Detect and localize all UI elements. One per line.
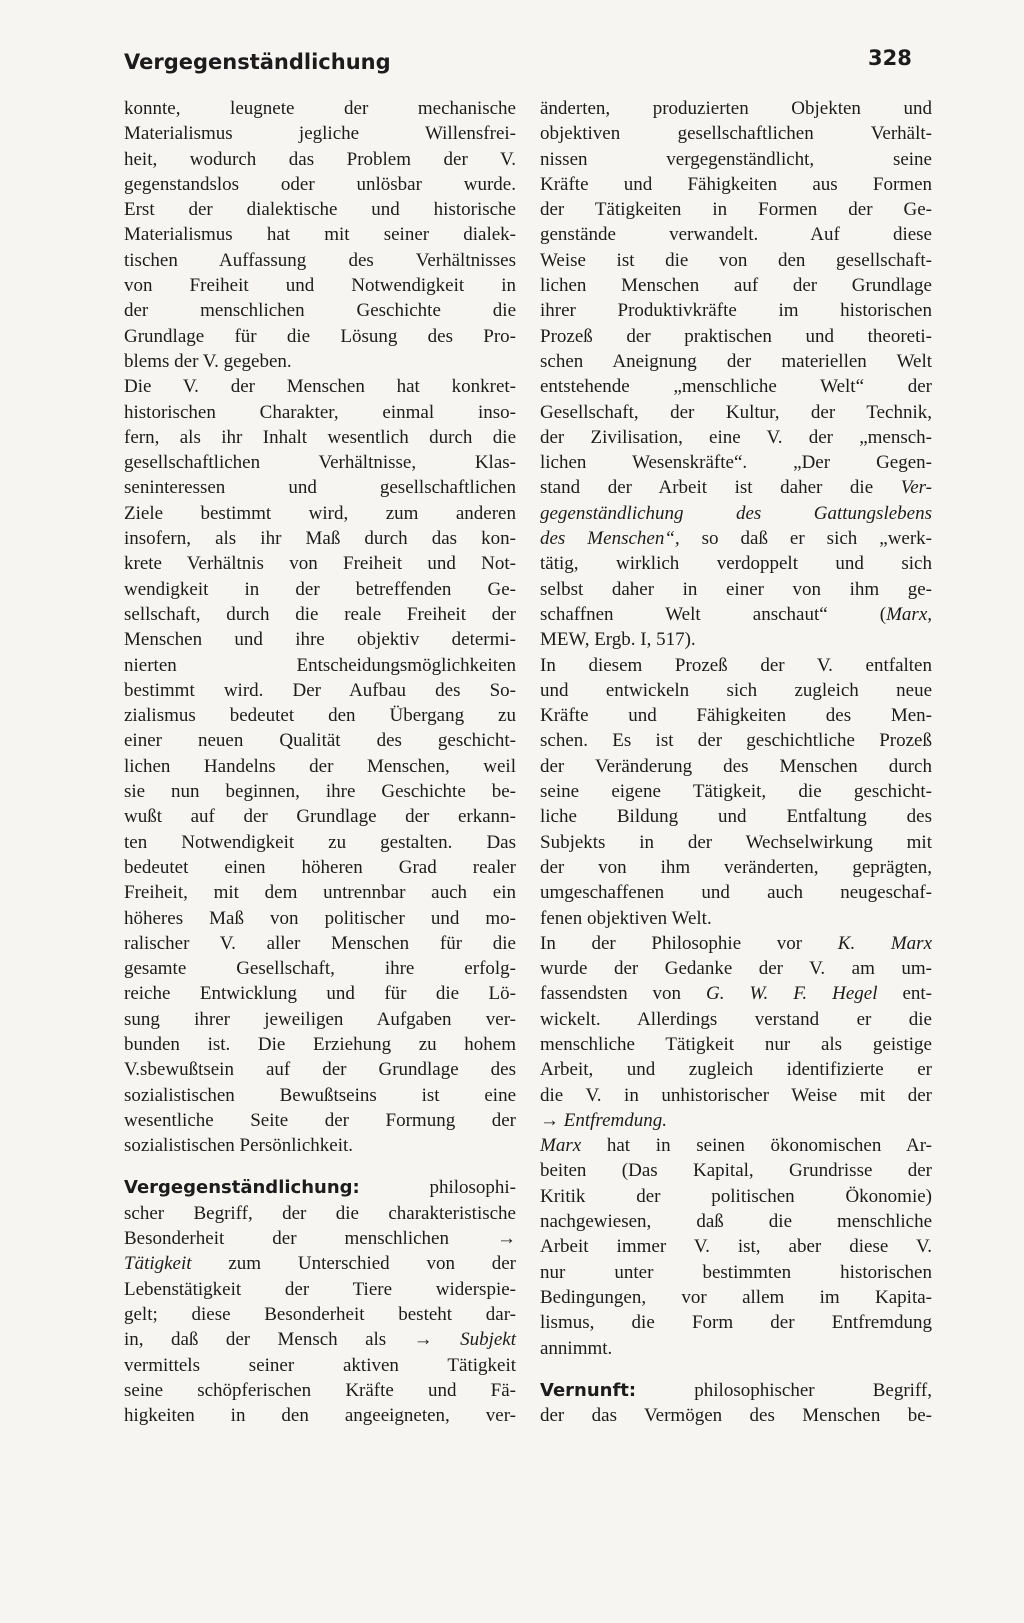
line-text: wurde der Gedanke der V. am um- bbox=[540, 958, 932, 980]
italic-text: Marx, bbox=[886, 603, 932, 625]
italic-text: Entfremdung. bbox=[563, 1109, 668, 1131]
text-line bbox=[540, 830, 932, 855]
text-line bbox=[540, 425, 932, 450]
line-text: Gesellschaft, der Kultur, der Technik, bbox=[540, 401, 932, 423]
text-line bbox=[124, 855, 516, 880]
line-text: lichen Wesenskräfte“. „Der Gegen- bbox=[540, 452, 932, 474]
text-line bbox=[540, 1234, 932, 1259]
text-line bbox=[540, 653, 932, 678]
text-line bbox=[124, 627, 516, 652]
line-text: vermittels seiner aktiven Tätigkeit bbox=[124, 1354, 516, 1376]
text-line bbox=[124, 1251, 516, 1276]
line-text: menschliche Tätigkeit nur als geistige bbox=[540, 1033, 932, 1055]
line-text: ten Notwendigkeit zu gestalten. Das bbox=[124, 831, 516, 853]
paragraph-gap bbox=[540, 1361, 932, 1378]
line-text: ihrer Produktivkräfte im historischen bbox=[540, 300, 932, 322]
text-line bbox=[540, 1310, 932, 1335]
line-text: ent- bbox=[877, 983, 932, 1005]
text-line bbox=[124, 96, 516, 121]
line-text: hat in seinen ökonomischen Ar- bbox=[581, 1135, 932, 1157]
line-text: nur unter bestimmten historischen bbox=[540, 1261, 932, 1283]
line-text: Kräfte und Fähigkeiten aus Formen bbox=[540, 173, 932, 195]
text-line bbox=[124, 830, 516, 855]
text-line bbox=[540, 678, 932, 703]
text-line bbox=[540, 602, 932, 627]
line-text: der Zivilisation, eine V. der „mensch- bbox=[540, 426, 932, 448]
text-line bbox=[124, 1083, 516, 1108]
text-line bbox=[540, 96, 932, 121]
line-text: krete Verhältnis von Freiheit und Not- bbox=[124, 553, 516, 575]
text-line bbox=[540, 147, 932, 172]
italic-text: G. W. F. Hegel bbox=[706, 983, 878, 1005]
line-text: schen. Es ist der geschichtliche Prozeß bbox=[540, 730, 932, 752]
line-text: historischen Charakter, einmal inso- bbox=[124, 401, 516, 423]
line-text: Arbeit, und zugleich identifizierte er bbox=[540, 1059, 932, 1081]
line-text: Grundlage für die Lösung des Pro- bbox=[124, 325, 516, 347]
line-text: wußt auf der Grundlage der erkann- bbox=[124, 806, 516, 828]
line-text: seine schöpferischen Kräfte und Fä- bbox=[124, 1379, 516, 1401]
text-line bbox=[540, 1133, 932, 1158]
text-line bbox=[540, 577, 932, 602]
text-line bbox=[124, 1277, 516, 1302]
line-text: Subjekts in der Wechselwirkung mit bbox=[540, 831, 932, 853]
text-line bbox=[540, 754, 932, 779]
line-text: bunden ist. Die Erziehung zu hohem bbox=[124, 1033, 516, 1055]
italic-text: Marx bbox=[540, 1135, 582, 1157]
line-text: wendigkeit in der betreffenden Ge- bbox=[124, 578, 516, 600]
entry-headword: Vergegenständlichung: bbox=[124, 1177, 360, 1199]
italic-text: K. Marx bbox=[837, 932, 932, 954]
text-line bbox=[540, 450, 932, 475]
text-line bbox=[124, 754, 516, 779]
text-line bbox=[540, 1260, 932, 1285]
text-line bbox=[124, 804, 516, 829]
line-text: der menschlichen Geschichte die bbox=[124, 300, 516, 322]
text-line bbox=[540, 551, 932, 576]
text-line bbox=[124, 248, 516, 273]
text-line bbox=[540, 779, 932, 804]
text-line bbox=[540, 728, 932, 753]
text-line bbox=[540, 273, 932, 298]
line-text: In diesem Prozeß der V. entfalten bbox=[540, 654, 932, 676]
line-text: gesellschaftlichen Verhältnisse, Klas- bbox=[124, 452, 516, 474]
text-line bbox=[124, 653, 516, 678]
line-text: Kritik der politischen Ökonomie) bbox=[540, 1185, 932, 1207]
line-text: sie nun beginnen, ihre Geschichte be- bbox=[124, 781, 516, 803]
text-line bbox=[124, 703, 516, 728]
line-text: Prozeß der praktischen und theoreti- bbox=[540, 325, 932, 347]
line-text: Kräfte und Fähigkeiten des Men- bbox=[540, 705, 932, 727]
text-line bbox=[124, 1007, 516, 1032]
line-text: MEW, Ergb. I, 517). bbox=[540, 629, 696, 651]
text-line bbox=[540, 1403, 932, 1428]
line-text: → bbox=[540, 1109, 564, 1131]
text-line bbox=[124, 298, 516, 323]
line-text: sozialistischen Bewußtseins ist eine bbox=[124, 1084, 516, 1106]
text-line bbox=[124, 1302, 516, 1327]
line-text: sung ihrer jeweiligen Aufgaben ver- bbox=[124, 1008, 516, 1030]
text-line bbox=[124, 1108, 516, 1133]
line-text: einer neuen Qualität des geschicht- bbox=[124, 730, 516, 752]
text-line bbox=[540, 627, 932, 652]
line-text: von Freiheit und Notwendigkeit in bbox=[124, 275, 516, 297]
line-text: die V. in unhistorischer Weise mit der bbox=[540, 1084, 932, 1106]
line-text: schaffnen Welt anschaut“ ( bbox=[540, 603, 887, 625]
text-line bbox=[124, 1226, 516, 1251]
text-line bbox=[124, 728, 516, 753]
text-line bbox=[540, 374, 932, 399]
line-text: zum Unterschied von der bbox=[191, 1253, 516, 1275]
line-text: annimmt. bbox=[540, 1337, 613, 1359]
text-line bbox=[124, 121, 516, 146]
line-text: selbst daher in einer von ihm ge- bbox=[540, 578, 932, 600]
line-text: gegenstandslos oder unlösbar wurde. bbox=[124, 173, 516, 195]
line-text: in, daß der Mensch als → bbox=[124, 1329, 461, 1351]
text-line bbox=[540, 804, 932, 829]
line-text: nissen vergegenständlicht, seine bbox=[540, 148, 932, 170]
line-text: reiche Entwicklung und für die Lö- bbox=[124, 983, 516, 1005]
line-text: tätig, wirklich verdoppelt und sich bbox=[540, 553, 932, 575]
line-text: genstände verwandelt. Auf diese bbox=[540, 224, 932, 246]
line-text: bestimmt wird. Der Aufbau des So- bbox=[124, 679, 516, 701]
line-text: zialismus bedeutet den Übergang zu bbox=[124, 705, 516, 727]
running-head: Vergegenständlichung bbox=[124, 50, 391, 74]
text-line bbox=[124, 906, 516, 931]
text-line bbox=[540, 121, 932, 146]
line-text: ralischer V. aller Menschen für die bbox=[124, 932, 516, 954]
line-text: tischen Auffassung des Verhältnisses bbox=[124, 249, 516, 271]
line-text: gelt; diese Besonderheit besteht dar- bbox=[124, 1303, 516, 1325]
line-text: Die V. der Menschen hat konkret- bbox=[124, 376, 516, 398]
text-line bbox=[540, 1032, 932, 1057]
line-text: der Veränderung des Menschen durch bbox=[540, 755, 932, 777]
italic-text: des Menschen“, bbox=[540, 528, 680, 550]
text-line bbox=[124, 1057, 516, 1082]
line-text: gesamte Gesellschaft, ihre erfolg- bbox=[124, 958, 516, 980]
entry-headword: Vernunft: bbox=[540, 1379, 637, 1401]
text-line bbox=[124, 172, 516, 197]
text-line bbox=[540, 931, 932, 956]
text-line bbox=[124, 551, 516, 576]
line-text: nachgewiesen, daß die menschliche bbox=[540, 1211, 932, 1233]
text-line bbox=[124, 450, 516, 475]
italic-text: Subjekt bbox=[460, 1329, 516, 1351]
text-line bbox=[124, 678, 516, 703]
text-line bbox=[540, 855, 932, 880]
line-text: stand der Arbeit ist daher die bbox=[540, 477, 901, 499]
text-line bbox=[540, 1057, 932, 1082]
line-text: der von ihm veränderten, geprägten, bbox=[540, 856, 932, 878]
line-text: der Tätigkeiten in Formen der Ge- bbox=[540, 199, 932, 221]
text-line bbox=[124, 147, 516, 172]
text-line bbox=[124, 956, 516, 981]
text-line bbox=[540, 956, 932, 981]
text-line bbox=[540, 1336, 932, 1361]
text-line bbox=[540, 1007, 932, 1032]
right-column bbox=[540, 96, 932, 1428]
line-text: philosophischer Begriff, bbox=[636, 1379, 932, 1401]
text-line bbox=[540, 1158, 932, 1183]
line-text: seine eigene Tätigkeit, die geschicht- bbox=[540, 781, 932, 803]
text-line bbox=[540, 222, 932, 247]
text-line bbox=[124, 324, 516, 349]
line-text: Besonderheit der menschlichen → bbox=[124, 1228, 516, 1250]
line-text: lichen Menschen auf der Grundlage bbox=[540, 275, 932, 297]
line-text: und entwickeln sich zugleich neue bbox=[540, 679, 932, 701]
text-line bbox=[124, 1175, 516, 1200]
text-line bbox=[540, 298, 932, 323]
text-line bbox=[540, 1285, 932, 1310]
text-line bbox=[540, 1184, 932, 1209]
line-text: Menschen und ihre objektiv determi- bbox=[124, 629, 516, 651]
text-line bbox=[540, 400, 932, 425]
text-line bbox=[124, 1032, 516, 1057]
line-text: heit, wodurch das Problem der V. bbox=[124, 148, 516, 170]
line-text: seninteressen und gesellschaftlichen bbox=[124, 477, 516, 499]
line-text: lichen Handelns der Menschen, weil bbox=[124, 755, 516, 777]
line-text: Freiheit, mit dem untrennbar auch ein bbox=[124, 882, 516, 904]
text-line bbox=[124, 425, 516, 450]
page-number: 328 bbox=[868, 46, 912, 70]
text-line bbox=[124, 526, 516, 551]
text-line bbox=[124, 1353, 516, 1378]
text-line bbox=[124, 981, 516, 1006]
text-line bbox=[540, 349, 932, 374]
line-text: Lebenstätigkeit der Tiere widerspie- bbox=[124, 1278, 516, 1300]
text-line bbox=[540, 1108, 932, 1133]
italic-text: Ver- bbox=[900, 477, 932, 499]
line-text: Arbeit immer V. ist, aber diese V. bbox=[540, 1236, 932, 1258]
line-text: der das Vermögen des Menschen be- bbox=[540, 1405, 932, 1427]
line-text: liche Bildung und Entfaltung des bbox=[540, 806, 932, 828]
line-text: so daß er sich „werk- bbox=[679, 528, 933, 550]
text-line bbox=[124, 222, 516, 247]
line-text: wickelt. Allerdings verstand er die bbox=[540, 1008, 932, 1030]
line-text: wesentliche Seite der Formung der bbox=[124, 1109, 516, 1131]
line-text: Weise ist die von den gesellschaft- bbox=[540, 249, 932, 271]
text-line bbox=[540, 248, 932, 273]
text-line bbox=[540, 880, 932, 905]
text-line bbox=[540, 172, 932, 197]
line-text: bedeutet einen höheren Grad realer bbox=[124, 856, 516, 878]
line-text: Erst der dialektische und historische bbox=[124, 199, 516, 221]
line-text: konnte, leugnete der mechanische bbox=[124, 98, 516, 119]
line-text: Bedingungen, vor allem im Kapita- bbox=[540, 1286, 932, 1308]
line-text: Materialismus jegliche Willensfrei- bbox=[124, 123, 516, 145]
text-line bbox=[540, 1378, 932, 1403]
line-text: fassendsten von bbox=[540, 983, 707, 1005]
text-line bbox=[124, 602, 516, 627]
text-line bbox=[540, 1083, 932, 1108]
line-text: umgeschaffenen und auch neugeschaf- bbox=[540, 882, 932, 904]
paragraph-gap bbox=[124, 1158, 516, 1175]
text-line bbox=[540, 1209, 932, 1234]
line-text: Materialismus hat mit seiner dialek- bbox=[124, 224, 516, 246]
line-text: änderten, produzierten Objekten und bbox=[540, 98, 932, 119]
line-text: fern, als ihr Inhalt wesentlich durch die bbox=[124, 426, 516, 448]
text-line bbox=[124, 1133, 516, 1158]
line-text: insofern, als ihr Maß durch das kon- bbox=[124, 528, 516, 550]
text-line bbox=[540, 324, 932, 349]
text-line bbox=[124, 501, 516, 526]
line-text: sellschaft, durch die reale Freiheit der bbox=[124, 603, 516, 625]
line-text: higkeiten in den angeeigneten, ver- bbox=[124, 1405, 516, 1427]
text-line bbox=[540, 197, 932, 222]
line-text: scher Begriff, der die charakteristische bbox=[124, 1202, 516, 1224]
text-line bbox=[124, 1201, 516, 1226]
text-line bbox=[540, 475, 932, 500]
italic-text: Tätigkeit bbox=[124, 1253, 192, 1275]
line-text: höheres Maß von politischer und mo- bbox=[124, 907, 516, 929]
line-text: V.sbewußtsein auf der Grundlage des bbox=[124, 1059, 516, 1081]
text-line bbox=[124, 197, 516, 222]
line-text: objektiven gesellschaftlichen Verhält- bbox=[540, 123, 932, 145]
text-line bbox=[124, 349, 516, 374]
line-text: schen Aneignung der materiellen Welt bbox=[540, 350, 932, 372]
line-text: philosophi- bbox=[359, 1177, 516, 1199]
line-text: beiten (Das Kapital, Grundrisse der bbox=[540, 1160, 932, 1182]
italic-text: gegenständlichung des Gattungslebens bbox=[540, 502, 932, 524]
text-line bbox=[124, 1327, 516, 1352]
text-line bbox=[124, 273, 516, 298]
text-line bbox=[540, 703, 932, 728]
text-line bbox=[124, 779, 516, 804]
text-line bbox=[124, 1403, 516, 1428]
text-line bbox=[540, 501, 932, 526]
line-text: Ziele bestimmt wird, zum anderen bbox=[124, 502, 516, 524]
line-text: blems der V. gegeben. bbox=[124, 350, 292, 372]
line-text: entstehende „menschliche Welt“ der bbox=[540, 376, 932, 398]
text-line bbox=[540, 981, 932, 1006]
text-line bbox=[124, 931, 516, 956]
text-line bbox=[124, 400, 516, 425]
text-line bbox=[540, 906, 932, 931]
line-text: lismus, die Form der Entfremdung bbox=[540, 1312, 932, 1334]
text-line bbox=[124, 880, 516, 905]
text-line bbox=[540, 526, 932, 551]
line-text: sozialistischen Persönlichkeit. bbox=[124, 1135, 354, 1157]
text-line bbox=[124, 1378, 516, 1403]
text-line bbox=[124, 475, 516, 500]
text-line bbox=[124, 374, 516, 399]
line-text: nierten Entscheidungsmöglichkeiten bbox=[124, 654, 516, 676]
line-text: In der Philosophie vor bbox=[540, 932, 838, 954]
text-line bbox=[124, 577, 516, 602]
left-column bbox=[124, 96, 516, 1428]
line-text: fenen objektiven Welt. bbox=[540, 907, 712, 929]
